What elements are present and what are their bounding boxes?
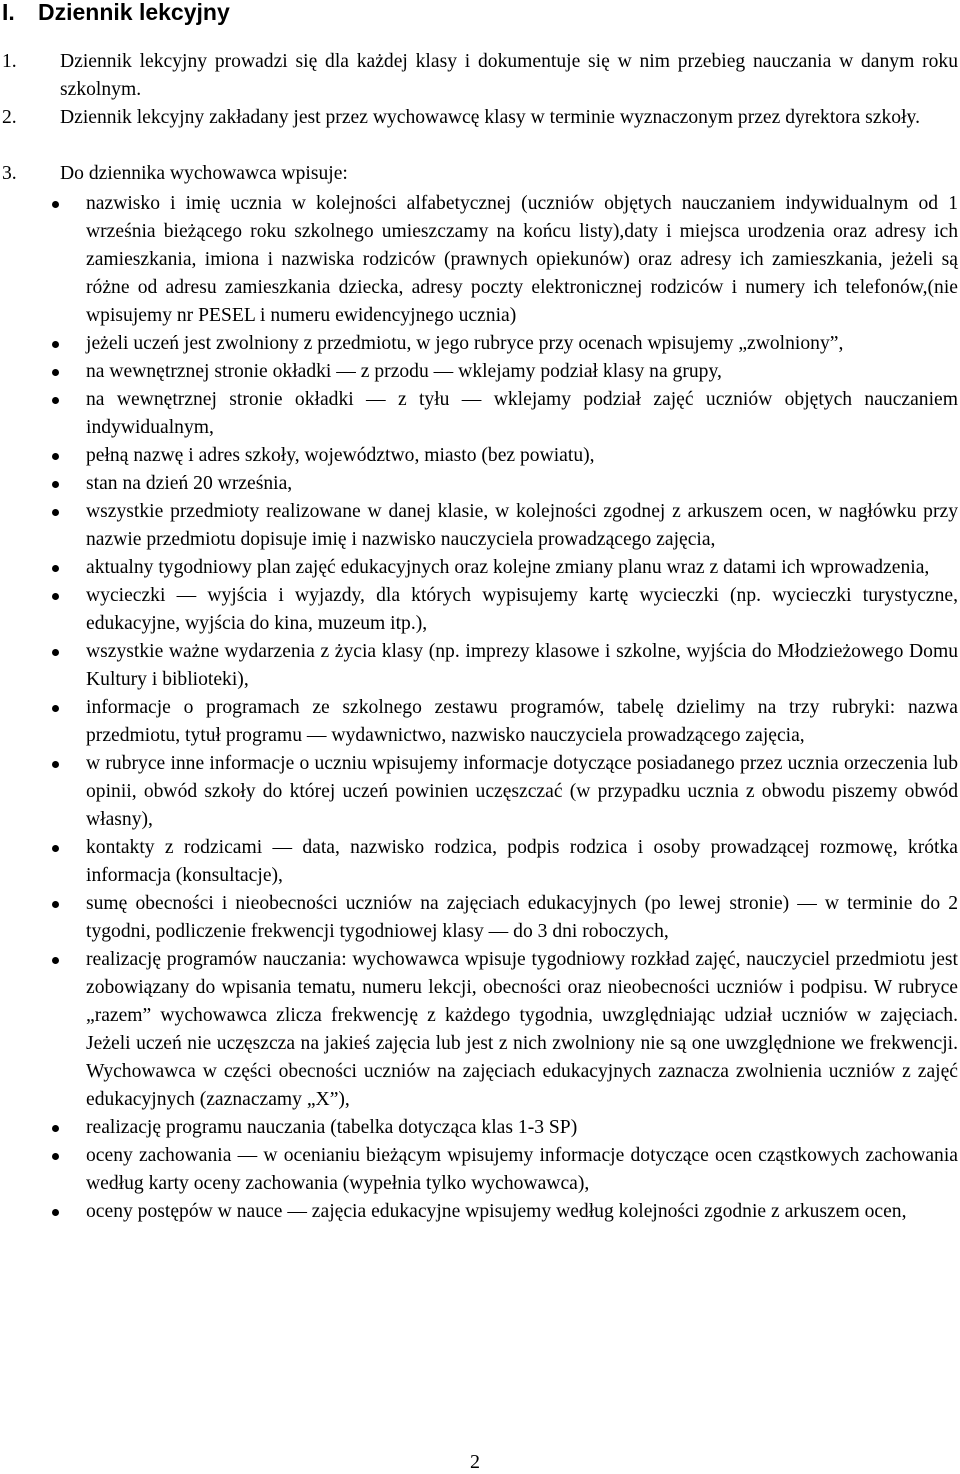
numbered-item-2 [2,104,958,132]
bullet-item [0,330,960,358]
bullet-item [0,694,960,750]
bullet-dot-icon [52,845,59,852]
bullet-list [0,190,960,1226]
bullet-dot-icon [52,369,59,376]
numbered-item-3 [2,160,958,188]
item-number: 1. [2,51,17,72]
bullet-text: oceny postępów w nauce — zajęcia edukacyjne wpisujemy według kolejności zgodnie z arkuszem ocen, [86,1201,907,1222]
bullet-dot-icon [52,761,59,768]
item-text: Dziennik lekcyjny zakładany jest przez wychowawcę klasy w terminie wyznaczonym przez dyrektora szkoły. [60,107,920,128]
bullet-text: informacje o programach ze szkolnego zestawu programów, tabelę dzielimy na trzy rubryki: nazwa przedmiotu, tytuł programu — wydawnictwo, nazwisko nauczyciela prowadzącego zajęcia, [86,697,958,746]
bullet-text: na wewnętrznej stronie okładki — z tyłu — wklejamy podział zajęć uczniów objętych nauczaniem indywidualnym, [86,389,958,438]
bullet-item [0,442,960,470]
bullet-item [0,190,960,330]
bullet-dot-icon [52,705,59,712]
item-text: Dziennik lekcyjny prowadzi się dla każdej klasy i dokumentuje się w nim przebieg nauczania w danym roku szkolnym. [60,51,958,100]
bullet-item [0,582,960,638]
bullet-text: pełną nazwę i adres szkoły, województwo, miasto (bez powiatu), [86,445,595,466]
bullet-dot-icon [52,453,59,460]
bullet-item [0,834,960,890]
bullet-dot-icon [52,341,59,348]
bullet-dot-icon [52,397,59,404]
item-text: Do dziennika wychowawca wpisuje: [60,163,348,184]
bullet-dot-icon [52,593,59,600]
bullet-dot-icon [52,1209,59,1216]
bullet-dot-icon [52,1153,59,1160]
bullet-item [0,498,960,554]
item-number: 3. [2,163,17,184]
bullet-text: aktualny tygodniowy plan zajęć edukacyjnych oraz kolejne zmiany planu wraz z datami ich wprowadzenia, [86,557,930,578]
page-number: 2 [470,1451,480,1473]
bullet-text: wszystkie przedmioty realizowane w danej klasie, w kolejności zgodnej z arkuszem ocen, w nagłówku przy nazwie przedmiotu dopisuje imię i nazwisko nauczyciela prowadzącego zajęcia, [86,501,958,550]
numbered-item-1 [2,48,958,104]
bullet-dot-icon [52,565,59,572]
bullet-dot-icon [52,201,59,208]
bullet-item [0,638,960,694]
section-title: Dziennik lekcyjny [38,0,230,25]
bullet-dot-icon [52,957,59,964]
bullet-item [0,554,960,582]
bullet-text: wycieczki — wyjścia i wyjazdy, dla których wypisujemy kartę wycieczki (np. wycieczki turystyczne, edukacyjne, wyjścia do kina, muzeum itp.), [86,585,958,634]
bullet-item [0,1114,960,1142]
section-number: I. [2,0,15,25]
bullet-item [0,750,960,834]
bullet-text: wszystkie ważne wydarzenia z życia klasy (np. imprezy klasowe i szkolne, wyjścia do Młodzieżowego Domu Kultury i biblioteki), [86,641,958,690]
bullet-item [0,946,960,1114]
bullet-dot-icon [52,901,59,908]
bullet-text: sumę obecności i nieobecności uczniów na zajęciach edukacyjnych (po lewej stronie) — w terminie do 2 tygodni, podliczenie frekwencji tygodniowej klasy — do 3 dni roboczych, [86,893,958,942]
bullet-dot-icon [52,481,59,488]
bullet-text: oceny zachowania — w ocenianiu bieżącym wpisujemy informacje dotyczące ocen cząstkowych zachowania według karty oceny zachowania (wypełnia tylko wychowawca), [86,1145,958,1194]
bullet-item [0,1198,960,1226]
bullet-item [0,1142,960,1198]
section-heading [2,0,230,26]
bullet-text: nazwisko i imię ucznia w kolejności alfabetycznej (uczniów objętych nauczaniem indywidualnym od 1 września bieżącego roku szkolnego umieszczamy na końcu listy),daty i miejsca urodzenia oraz adresy ich zamieszkania, imiona i nazwiska rodziców (prawnych opiekunów) oraz adresy ich zamieszkania, jeżeli są różne od adresu zamieszkania dziecka, adresy poczty elektronicznej rodziców i numery ich telefonów,(nie wpisujemy nr PESEL i numeru ewidencyjnego ucznia) [86,193,958,326]
bullet-text: na wewnętrznej stronie okładki — z przodu — wklejamy podział klasy na grupy, [86,361,722,382]
bullet-item [0,470,960,498]
bullet-text: realizację programów nauczania: wychowawca wpisuje tygodniowy rozkład zajęć, nauczyciel przedmiotu jest zobowiązany do wpisania tematu, numeru lekcji, obecności oraz nieobecności uczniów i podpisu. W rubryce „razem” wychowawca zlicza frekwencję z każdego tygodnia, uwzględniając udział uczniów w zajęciach. Jeżeli uczeń nie uczęszcza na jakieś zajęcia lub jest z nich zwolniony nie są one uwzględnione we frekwencji. Wychowawca w części obecności uczniów na zajęciach edukacyjnych zaznacza zwolnienia uczniów z zajęć edukacyjnych (zaznaczamy „X”), [86,949,958,1110]
bullet-dot-icon [52,649,59,656]
bullet-dot-icon [52,509,59,516]
bullet-text: w rubryce inne informacje o uczniu wpisujemy informacje dotyczące posiadanego przez ucznia orzeczenia lub opinii, obwód szkoły do której uczeń powinien uczęszczać (w przypadku ucznia z obwodu piszemy obwód własny), [86,753,958,830]
bullet-text: jeżeli uczeń jest zwolniony z przedmiotu, w jego rubryce przy ocenach wpisujemy „zwolniony”, [86,333,844,354]
bullet-text: realizację programu nauczania (tabelka dotycząca klas 1-3 SP) [86,1117,578,1138]
bullet-item [0,890,960,946]
bullet-text: kontakty z rodzicami — data, nazwisko rodzica, podpis rodzica i osoby prowadzącej rozmowę, krótka informacja (konsultacje), [86,837,958,886]
bullet-item [0,358,960,386]
item-number: 2. [2,107,17,128]
bullet-text: stan na dzień 20 września, [86,473,293,494]
bullet-dot-icon [52,1125,59,1132]
bullet-item [0,386,960,442]
